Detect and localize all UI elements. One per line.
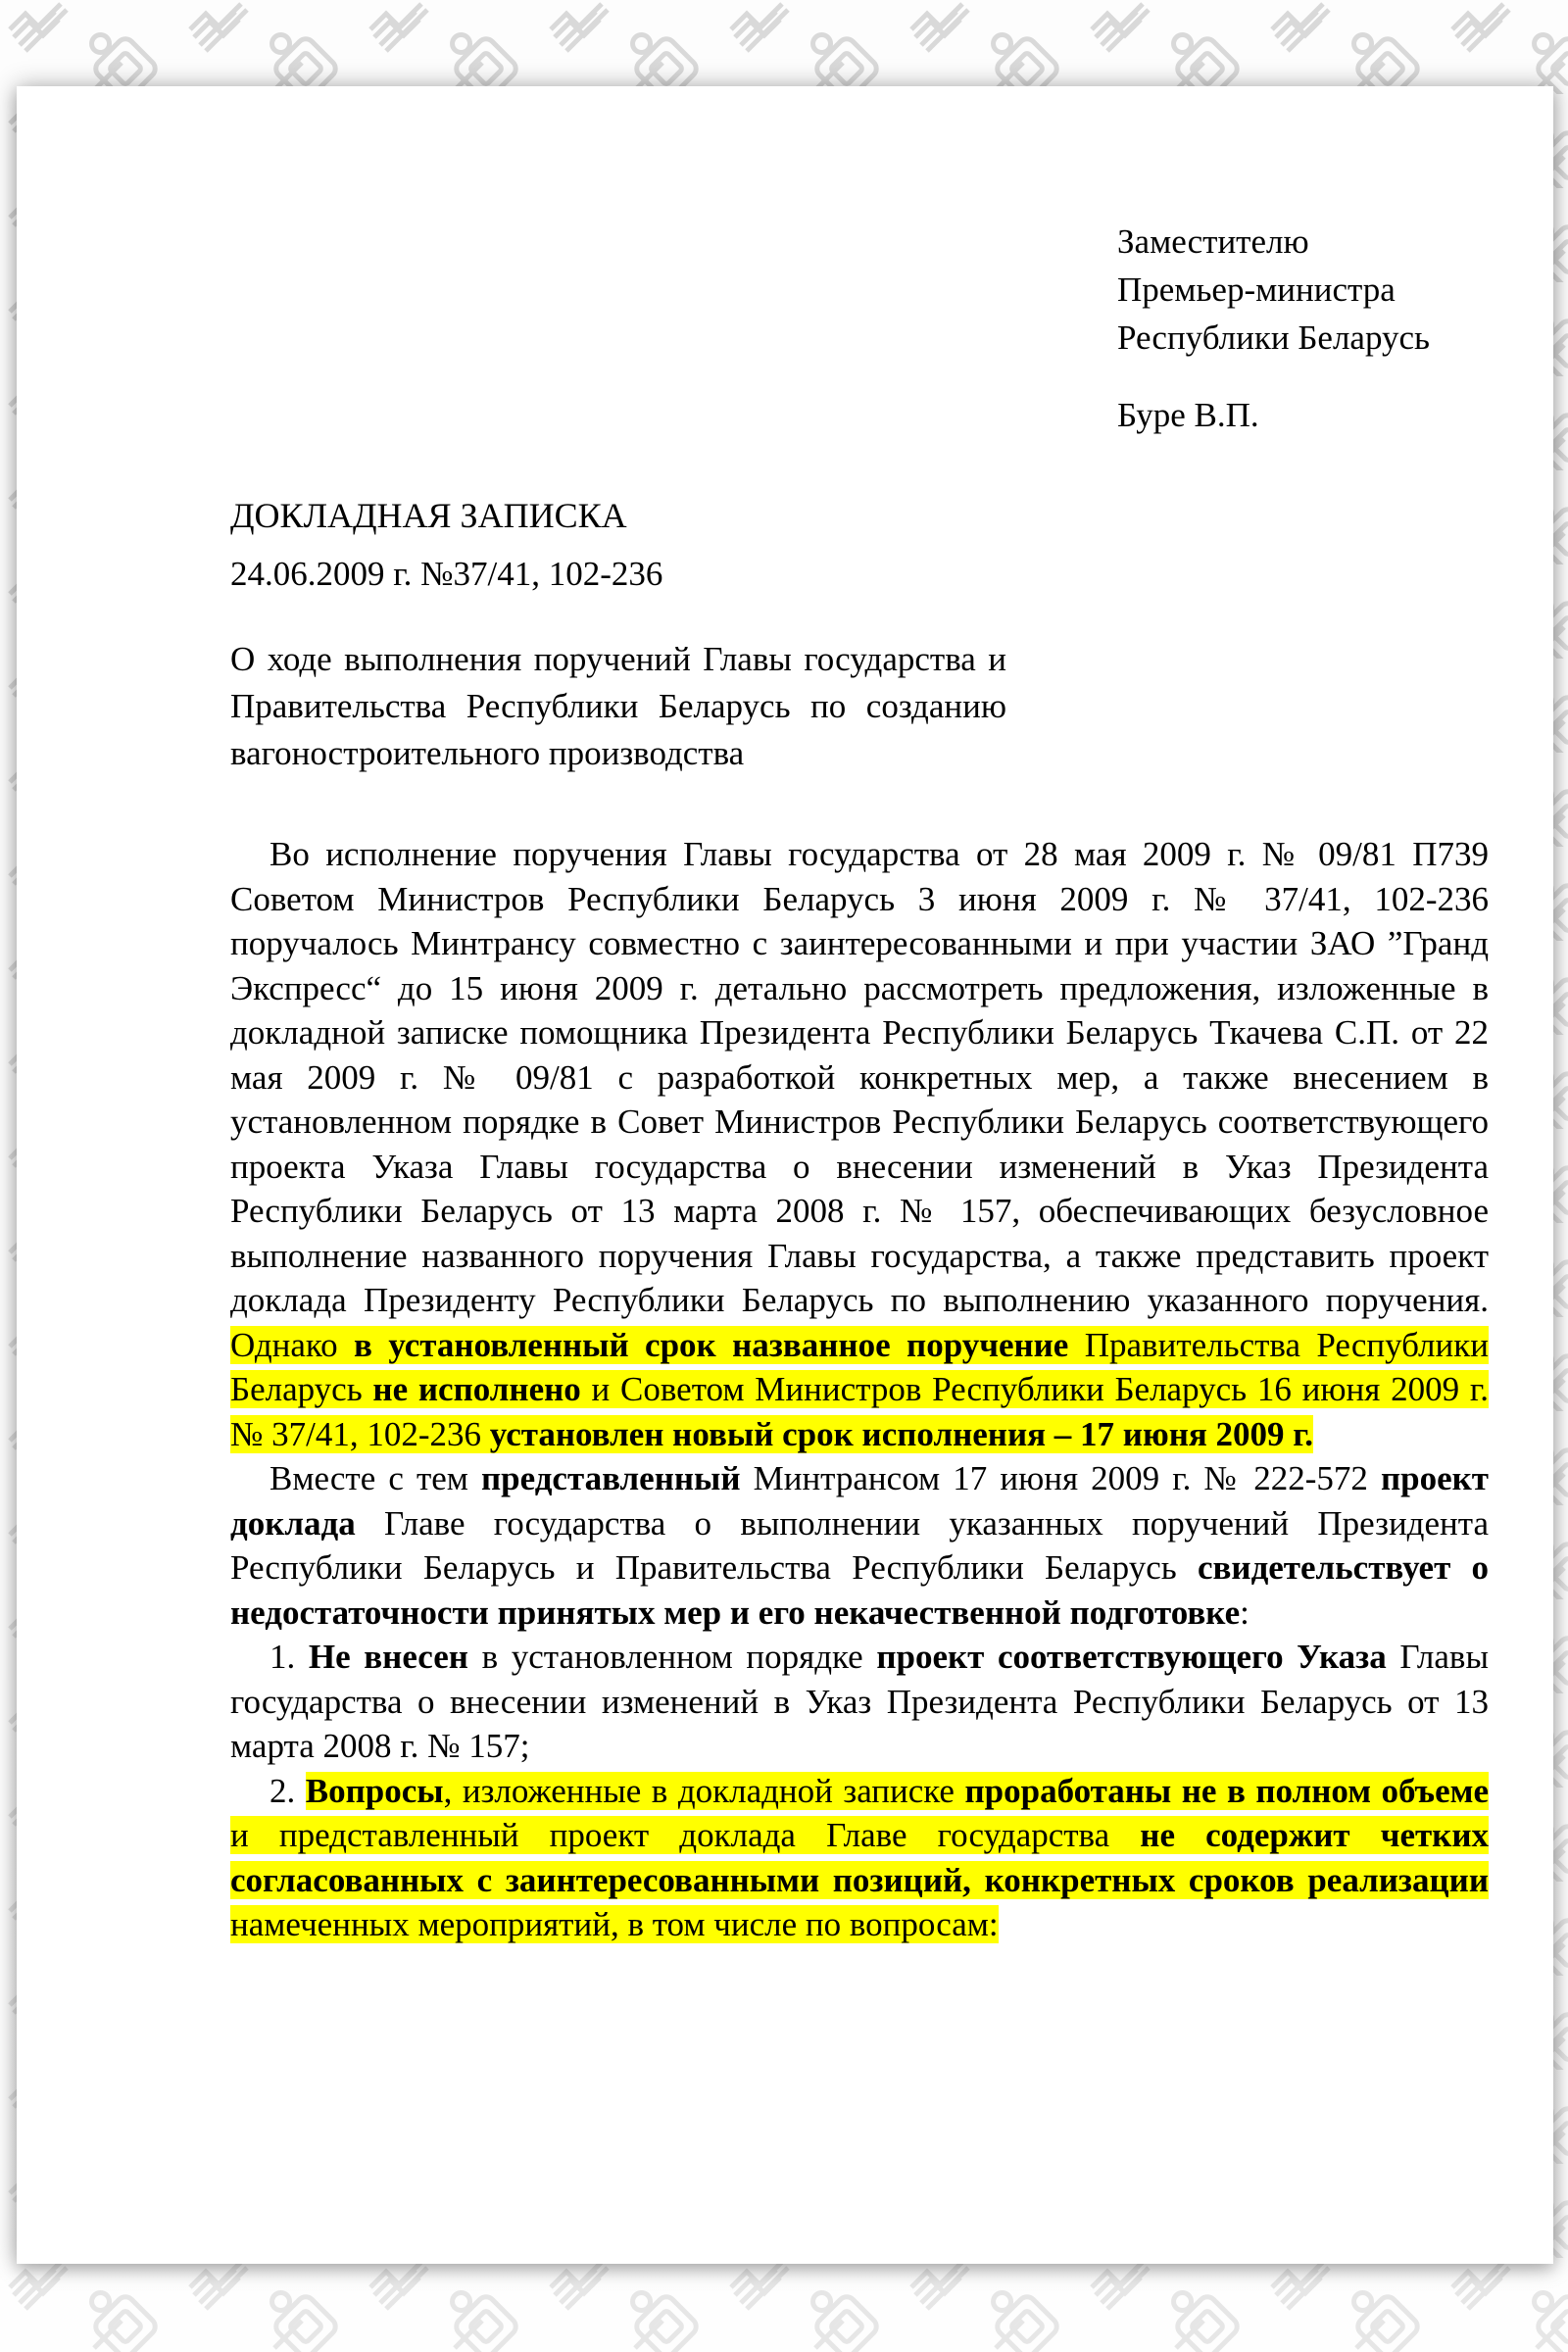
text-run: Главы государства о внесении изменений в Указ Президента Республики Беларусь от 13 марта 2008 г. № 157; [230,1638,1489,1765]
list-item-2 [230,1769,1489,1947]
highlighted-text-run: и представленный проект доклада Главе государства [230,1816,1141,1854]
text-run: 1. [270,1638,309,1676]
document-content [230,86,1489,1947]
text-run: представленный [481,1459,754,1497]
highlighted-text-run: установлен новый срок исполнения – 17 июня 2009 г. [489,1414,1314,1453]
highlighted-text-run: и Советом Министров Республики Беларусь 16 июня 2009 г. № 37/41, 102-236 [230,1370,1489,1453]
body-paragraph-1 [230,832,1489,1456]
document-page [17,86,1553,2264]
document-title: ДОКЛАДНАЯ ЗАПИСКА [230,496,627,535]
text-run: 2. [270,1771,306,1810]
highlighted-text-run: проработаны не в полном объеме [964,1771,1489,1810]
highlighted-text-run: Вопросы [305,1771,444,1810]
highlighted-text-run: намеченных мероприятий, в том числе по вопросам: [230,1905,999,1943]
text-run: Минтрансом 17 июня 2009 г. № 222-572 [753,1459,1381,1497]
addressee-line: Заместителю [1117,222,1309,261]
body-text [230,832,1489,1947]
highlighted-text-run: Правительства Республики Беларусь [230,1325,1489,1408]
highlighted-text-run: , изложенные в докладной записке [443,1771,965,1810]
addressee-name: Буре В.П. [1117,396,1259,434]
addressee-line: Премьер-министра [1117,270,1396,309]
text-run: проект доклада [230,1459,1489,1543]
subject-block: О ходе выполнения поручений Главы государства и Правительства Республики Беларусь по созданию вагоностроительного производства [230,640,1006,772]
body-paragraph-2 [230,1456,1489,1635]
text-run: : [1240,1592,1250,1632]
highlighted-text-run: не исполнено [372,1370,592,1408]
addressee-line: Республики Беларусь [1117,318,1430,357]
highlighted-text-run: Однако [230,1325,355,1364]
highlighted-text-run: не содержит четких согласованных с заинтересованными позиций, конкретных сроков реализации [230,1816,1490,1899]
text-run: Во исполнение поручения Главы государства от 28 мая 2009 г. № 09/81 П739 Советом Министров Республики Беларусь 3 июня 2009 г. № 37/41, 102-236 поручалось Минтрансу совместно с заинтересованными и при участии ЗАО ”Гранд Экспресс“ до 15 июня 2009 г. детально рассмотреть предложения, изложенные в докладной записке помощника Президента Республики Беларусь Ткачева С.П. от 22 мая 2009 г. № 09/81 с разработкой конкретных мер, а также внесением в установленном порядке в Совет Министров Республики Беларусь соответствующего проекта Указа Главы государства о внесении изменений в Указ Президента Республики Беларусь от 13 марта 2008 г. № 157, обеспечивающих безусловное выполнение названного поручения Главы государства, а также представить проект доклада Президенту Республики Беларусь по выполнению указанного поручения. [230,835,1489,1319]
list-item-1 [230,1635,1489,1769]
text-run: Главе государства о выполнении указанных поручений Президента Республики Беларусь и Правительства Республики Беларусь [230,1503,1489,1587]
text-run: Не внесен [308,1638,482,1676]
text-run: Вместе с тем [270,1459,482,1497]
highlighted-text-run: в установленный срок названное поручение [354,1325,1085,1364]
text-run: в установленном порядке [481,1638,877,1676]
date-number-line: 24.06.2009 г. №37/41, 102-236 [230,555,663,593]
text-run: свидетельствует о недостаточности принятых мер и его некачественной подготовке [230,1548,1490,1632]
text-run: проект соответствующего Указа [876,1638,1400,1676]
